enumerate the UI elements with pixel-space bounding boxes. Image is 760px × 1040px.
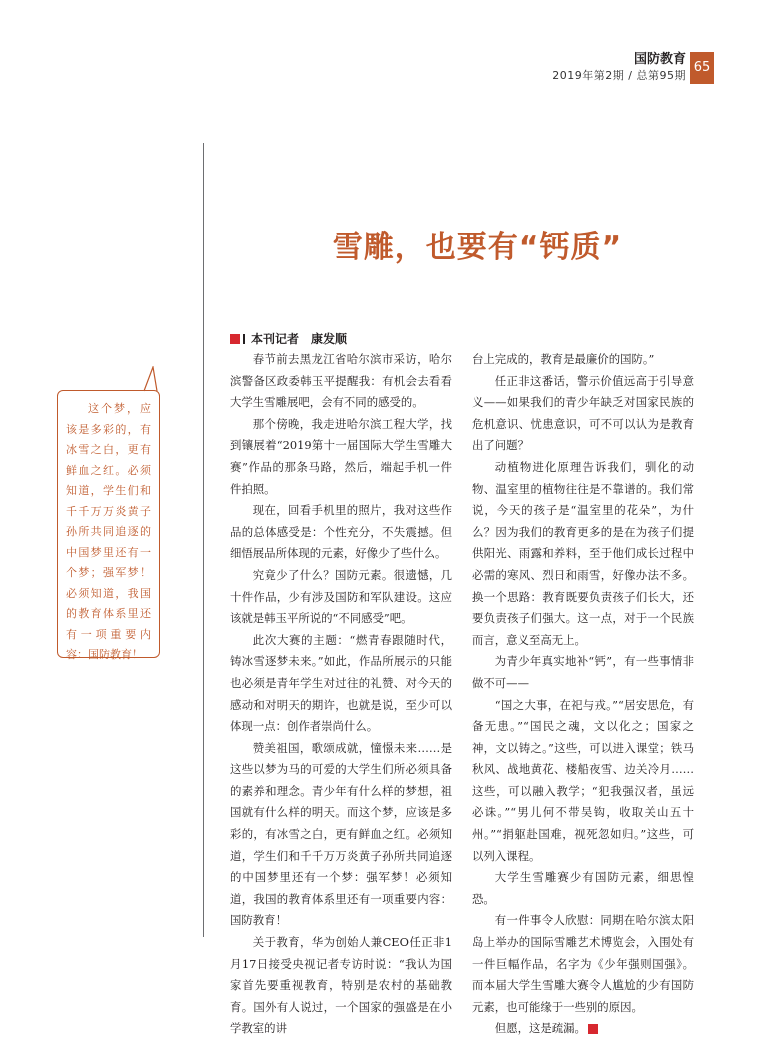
end-mark-icon: G [588,1024,598,1034]
body-column-2 [472,349,694,1040]
pull-quote-text: 这个梦，应该是多彩的，有冰雪之白，更有鲜血之红。必须知道，学生们和千千万万炎黄子孙所共同追逐的中国梦里还有一个梦；强军梦！必须知道，我国的教育体系里还有一项重要内容：国防教育！ [66,402,151,661]
paragraph: 为青少年真实地补“钙”，有一些事情非做不可—— [472,654,694,690]
margin-divider [203,143,204,937]
paragraph: 关于教育，华为创始人兼CEO任正非1月17日接受央视记者专访时说：“我认为国家首先要重视教育，特别是农村的基础教育。国外有人说过，一个国家的强盛是在小学教室的讲 [230,935,452,1036]
callout-tail-icon [143,366,163,392]
paragraph-text: 但愿，这是疏漏。 [494,1021,586,1036]
paragraph: 动植物进化原理告诉我们，驯化的动物、温室里的植物往往是不靠谱的。我们常说，今天的孩子是“温室里的花朵”，为什么？因为我们的教育更多的是在为孩子们提供阳光、雨露和养料，至于他们成长过程中必需的寒风、烈日和雨雪，好像办法不多。换一个思路：教育既要负责孩子们长大，还要负责孩子们强大。这一点，对于一个民族而言，意义至高无上。 [472,459,694,647]
paragraph: 赞美祖国，歌颂成就，憧憬未来……是这些以梦为马的可爱的大学生们所必须具备的素养和理念。青少年有什么样的梦想，祖国就有什么样的明天。而这个梦，应该是多彩的，有冰雪之白，更有鲜血之红。必须知道，学生们和千千万万炎黄子孙所共同追逐的中国梦里还有一个梦：强军梦！必须知道，我国的教育体系里还有一项重要内容：国防教育！ [230,740,452,928]
section-name: 国防教育 [633,52,686,67]
article-title: 雪雕，也要有“钙质” [332,230,623,265]
pull-quote [57,390,160,661]
paragraph: “国之大事，在祀与戎。”“居安思危，有备无患。”“国民之魂，文以化之；国家之神，文以铸之。”这些，可以进入课堂；铁马秋风、战地黄花、楼船夜雪、边关冷月……这些，可以融入教学；“犯我强汉者，虽远必诛。”“男儿何不带吴钩，收取关山五十州。”“捐躯赴国难，视死忽如归。”这些，可以列入课程。 [472,697,694,863]
byline-bar [243,334,245,344]
paragraph: 现在，回看手机里的照片，我对这些作品的总体感受是：个性充分，不失震撼。但细悟展品所体现的元素，好像少了些什么。 [230,503,452,561]
body-column-1 [230,349,452,1040]
last-paragraph [472,1018,694,1040]
paragraph: 任正非这番话，警示价值远高于引导意义——如果我们的青少年缺乏对国家民族的危机意识、忧患意识，可不可以认为是教育出了问题？ [472,373,694,453]
paragraph: 那个傍晚，我走进哈尔滨工程大学，找到镶展着“2019第十一届国际大学生雪雕大赛”作品的那条马路，然后，端起手机一件件拍照。 [230,416,452,496]
author-name: 康发顺 [311,332,348,346]
paragraph: 究竟少了什么？国防元素。很遗憾，几十件作品，少有涉及国防和军队建设。这应该就是韩玉平所说的“不同感受”吧。 [230,567,452,626]
paragraph: 春节前去黑龙江省哈尔滨市采访，哈尔滨警备区政委韩玉平提醒我：有机会去看看大学生雪雕展吧，会有不同的感受的。 [230,352,452,410]
paragraph: 有一件事令人欣慰：同期在哈尔滨太阳岛上举办的国际雪雕艺术博览会，入围处有一件巨幅作品，名字为《少年强则国强》。而本届大学生雪雕大赛令人尴尬的少有国防元素，也可能缘于一些别的原因。 [472,913,694,1014]
paragraph: 大学生雪雕赛少有国防元素，细思惶恐。 [472,870,694,906]
paragraph: 此次大赛的主题：“燃青春跟随时代，铸冰雪逐梦未来。”如此，作品所展示的只能也必须是青年学生对过往的礼赞、对今天的感动和对明天的期许，也就是说，至少可以体现一点：创作者崇尚什么。 [230,632,452,734]
byline-marker-icon [230,334,240,344]
issue-info: 2019年第2期 / 总第95期 [552,69,686,82]
paragraph: 台上完成的，教育是最廉价的国防。” [472,352,655,366]
byline [230,330,347,347]
byline-label: 本刊记者 [251,332,300,346]
running-header [552,52,686,84]
page-number: 65 [690,52,714,84]
